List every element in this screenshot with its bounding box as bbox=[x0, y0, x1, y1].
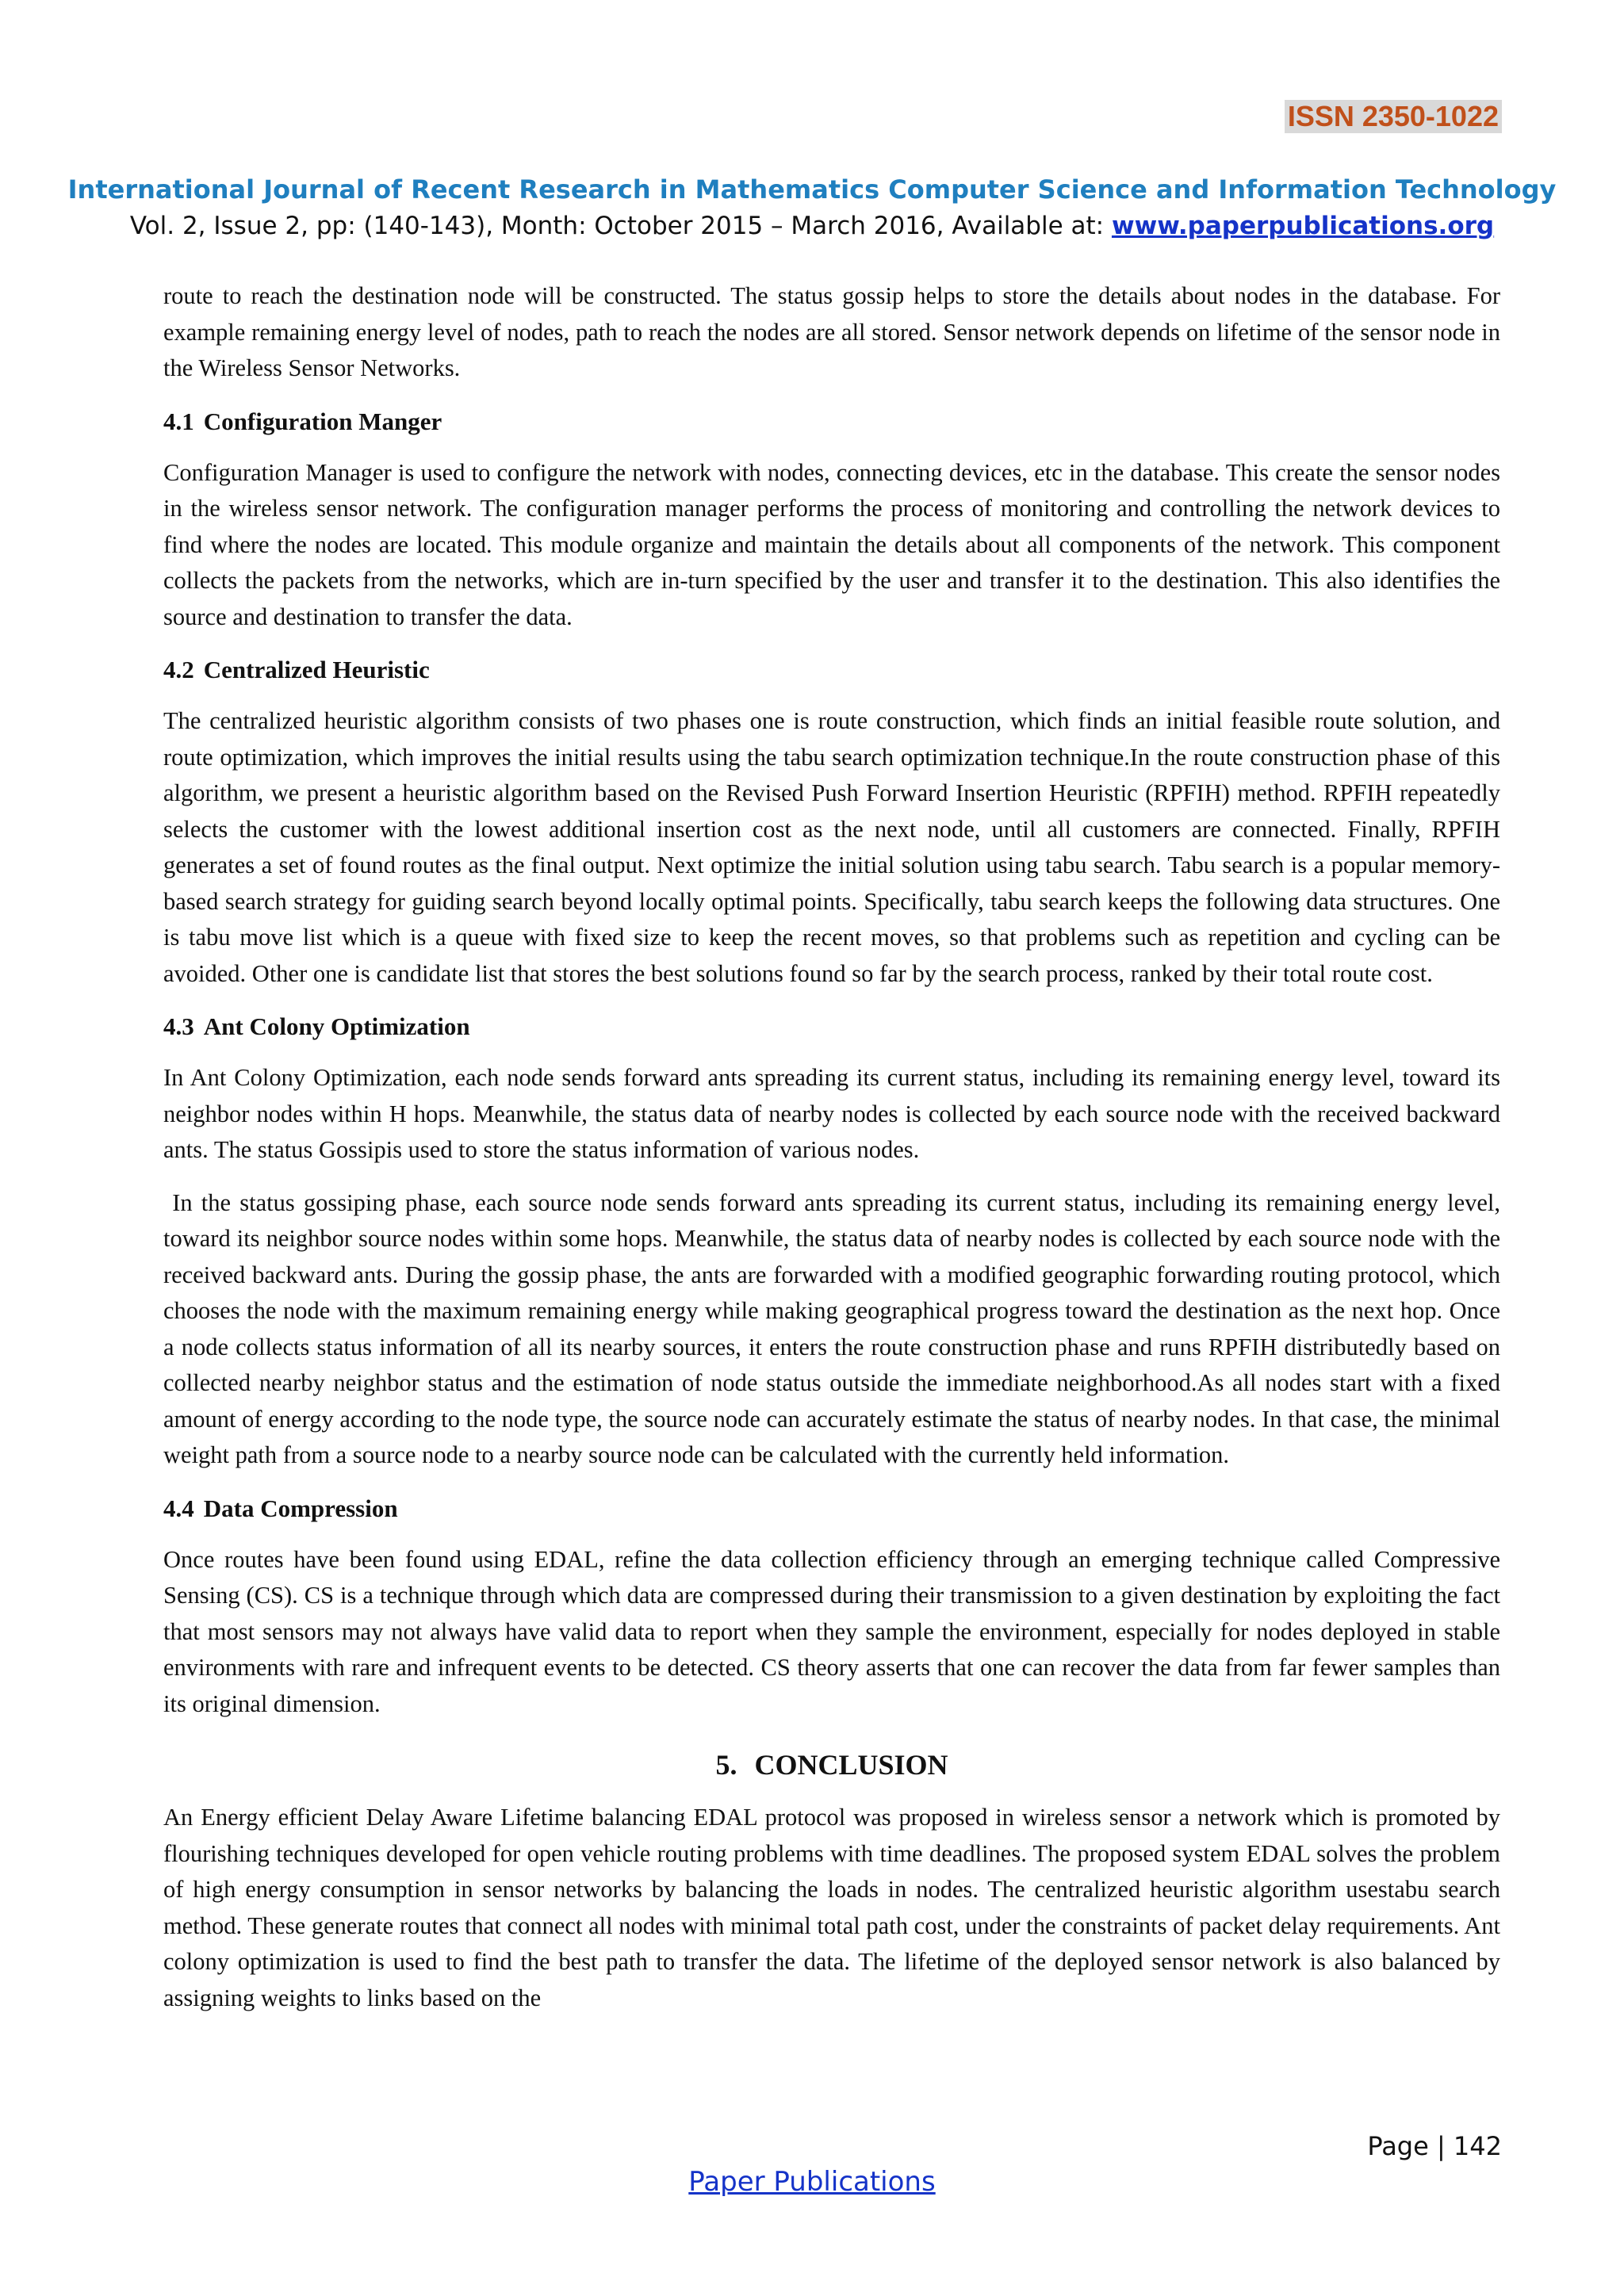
journal-title: International Journal of Recent Research in Mathematics Computer Science and Information Technology bbox=[67, 174, 1557, 205]
volume-info: Vol. 2, Issue 2, pp: (140-143), Month: October 2015 – March 2016, Available at: bbox=[129, 212, 1112, 240]
section-number: 4.1 bbox=[163, 407, 194, 435]
section-heading-4-2 bbox=[163, 652, 1500, 688]
section-number: 4.3 bbox=[163, 1012, 194, 1040]
section-heading-4-1 bbox=[163, 404, 1500, 440]
section-heading-4-3 bbox=[163, 1008, 1500, 1045]
conclusion-heading bbox=[163, 1746, 1500, 1784]
section-number: 5. bbox=[715, 1749, 737, 1781]
section-4-3-paragraph-2: In the status gossiping phase, each source node sends forward ants spreading its current status, including its remaining energy level, toward its neighbor source nodes within some hops. Meanwhile, the status data of nearby nodes is collected by each source node with the received backward ants. During the gossip phase, the ants are forwarded with a modified geographic forwarding routing protocol, which chooses the node with the maximum remaining energy while making geographical progress toward the destination as the next hop. Once a node collects status information of all its nearby sources, it enters the route construction phase and runs RPFIH distributedly based on collected nearby neighbor status and the estimation of node status outside the immediate neighborhood.As all nodes start with a fixed amount of energy according to the node type, the source node can accurately estimate the status of nearby nodes. In that case, the minimal weight path from a source node to a nearby source node can be calculated with the currently held information. bbox=[163, 1188, 1507, 1468]
publisher-footer bbox=[0, 2164, 1624, 2199]
publisher-link[interactable]: Paper Publications bbox=[688, 2166, 936, 2198]
volume-info-line bbox=[0, 209, 1624, 243]
website-link[interactable]: www.paperpublications.org bbox=[1111, 212, 1495, 240]
section-4-3-paragraph-1: In Ant Colony Optimization, each node sends forward ants spreading its current status, including its remaining energy level, toward its neighbor nodes within H hops. Meanwhile, the status data of nearby nodes is collected by each source node with the received backward ants. The status Gossipis used to store the status information of various nodes. bbox=[163, 1064, 1500, 1163]
article-body bbox=[163, 278, 1507, 2033]
section-number: 4.4 bbox=[163, 1494, 194, 1522]
intro-paragraph: route to reach the destination node will be constructed. The status gossip helps to store the details about nodes in the database. For example remaining energy level of nodes, path to reach the nodes are all stored. Sensor network depends on lifetime of the sensor node in the Wireless Sensor Networks. bbox=[163, 282, 1500, 381]
section-4-1-paragraph: Configuration Manager is used to configure the network with nodes, connecting devices, etc in the database. This create the sensor nodes in the wireless sensor network. The configuration manager performs the process of monitoring and controlling the network devices to find where the nodes are located. This module organize and maintain the details about all components of the network. This component collects the packets from the networks, which are in-turn specified by the user and transfer it to the destination. This also identifies the source and destination to transfer the data. bbox=[163, 458, 1500, 630]
section-title: Centralized Heuristic bbox=[203, 656, 430, 683]
issn-label: ISSN 2350-1022 bbox=[1285, 100, 1502, 133]
section-4-2-paragraph: The centralized heuristic algorithm consists of two phases one is route construction, which finds an initial feasible route solution, and route optimization, which improves the initial results using the tabu search optimization technique.In the route construction phase of this algorithm, we present a heuristic algorithm based on the Revised Push Forward Insertion Heuristic (RPFIH) method. RPFIH repeatedly selects the customer with the lowest additional insertion cost as the next node, until all customers are connected. Finally, RPFIH generates a set of found routes as the final output. Next optimize the initial solution using tabu search. Tabu search is a popular memory-based search strategy for guiding search beyond locally optimal points. Specifically, tabu search keeps the following data structures. One is tabu move list which is a queue with fixed size to keep the recent moves, so that problems such as repetition and cycling can be avoided. Other one is candidate list that stores the best solutions found so far by the search process, ranked by their total route cost. bbox=[163, 707, 1500, 987]
section-title: Data Compression bbox=[203, 1494, 398, 1522]
section-heading-4-4 bbox=[163, 1490, 1500, 1527]
conclusion-paragraph: An Energy efficient Delay Aware Lifetime balancing EDAL protocol was proposed in wireless sensor a network which is promoted by flourishing techniques developed for open vehicle routing problems with time deadlines. The proposed system EDAL solves the problem of high energy consumption in sensor networks by balancing the loads in nodes. The centralized heuristic algorithm usestabu search method. These generate routes that connect all nodes with minimal total path cost, under the constraints of packet delay requirements. Ant colony optimization is used to find the best path to transfer the data. The lifetime of the deployed sensor network is also balanced by assigning weights to links based on the bbox=[163, 1804, 1500, 2011]
section-title: Configuration Manger bbox=[203, 407, 442, 435]
section-number: 4.2 bbox=[163, 656, 194, 683]
section-4-4-paragraph: Once routes have been found using EDAL, refine the data collection efficiency through an emerging technique called Compressive Sensing (CS). CS is a technique through which data are compressed during their transmission to a given destination by exploiting the fact that most sensors may not always have valid data to report when they sample the environment, especially for nodes deployed in stable environments with rare and infrequent events to be detected. CS theory asserts that one can recover the data from far fewer samples than its original dimension. bbox=[163, 1545, 1500, 1717]
page-number: Page | 142 bbox=[1367, 2131, 1502, 2161]
section-title: Ant Colony Optimization bbox=[203, 1012, 470, 1040]
section-title: CONCLUSION bbox=[754, 1749, 948, 1781]
